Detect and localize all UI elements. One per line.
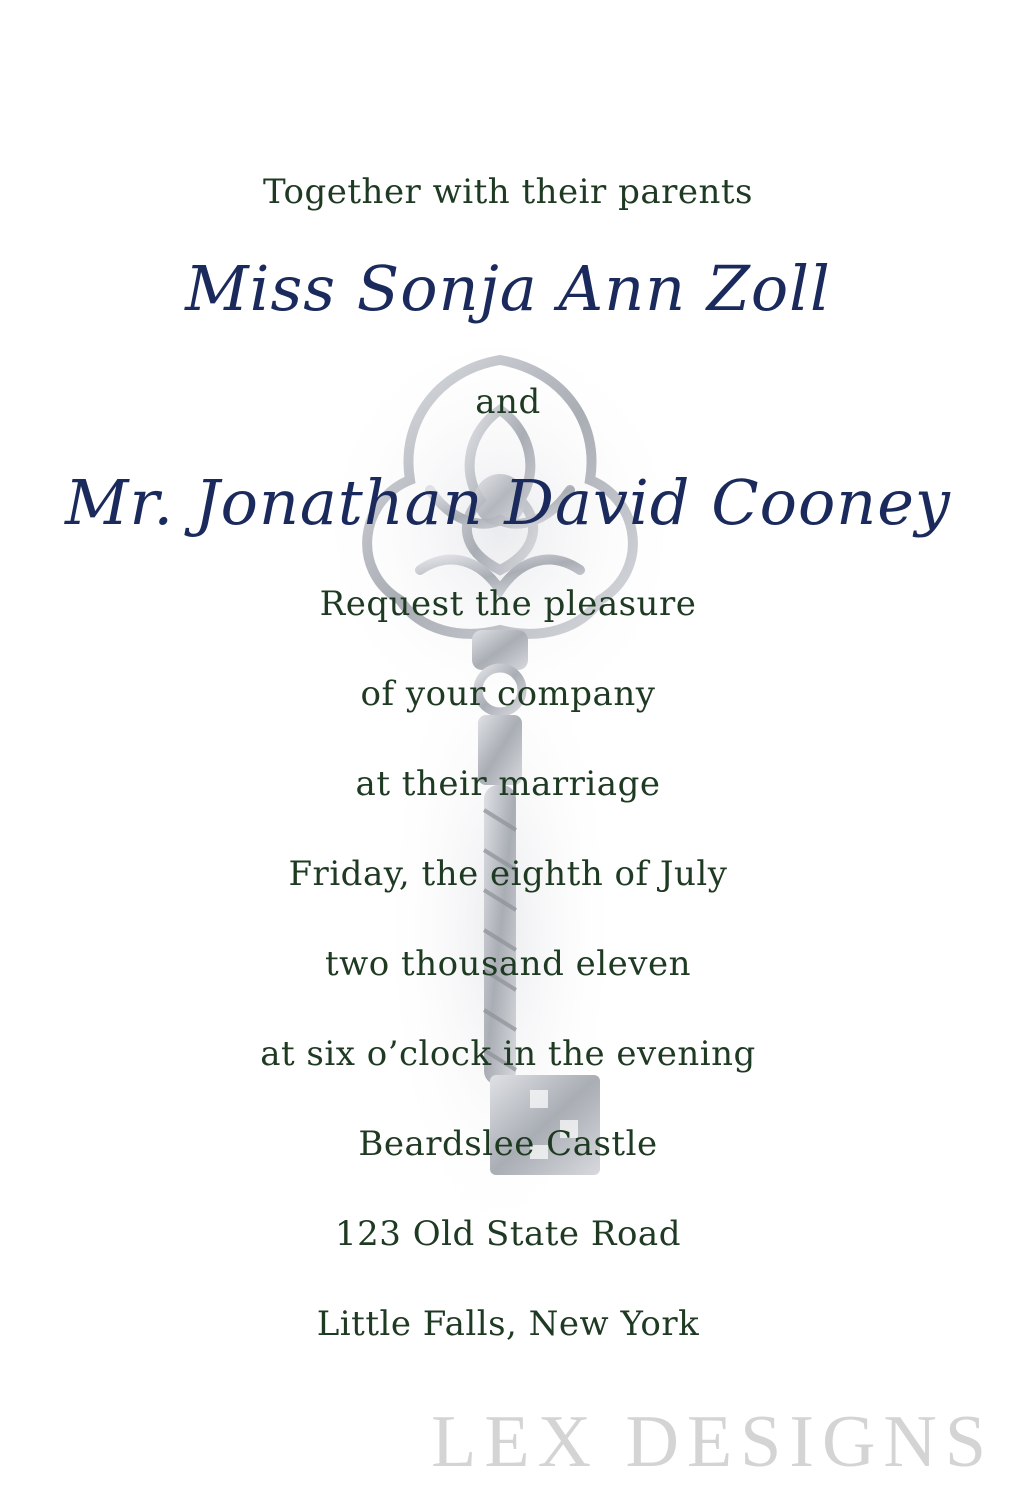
- street-line: 123 Old State Road: [335, 1214, 681, 1254]
- bride-name: Miss Sonja Ann Zoll: [185, 252, 831, 325]
- request-line-1: Request the pleasure: [319, 584, 697, 624]
- year-line: two thousand eleven: [324, 944, 691, 984]
- time-line: at six o’clock in the evening: [260, 1034, 756, 1074]
- watermark-logo: LEX DESIGNS: [431, 1401, 994, 1483]
- city-line: Little Falls, New York: [316, 1304, 700, 1344]
- intro-line: Together with their parents: [262, 172, 753, 212]
- date-line: Friday, the eighth of July: [288, 854, 728, 894]
- groom-name: Mr. Jonathan David Cooney: [65, 466, 951, 539]
- venue-line: Beardslee Castle: [358, 1124, 658, 1164]
- conjunction-line: and: [475, 382, 541, 422]
- request-line-3: at their marriage: [355, 764, 661, 804]
- request-line-2: of your company: [360, 674, 656, 714]
